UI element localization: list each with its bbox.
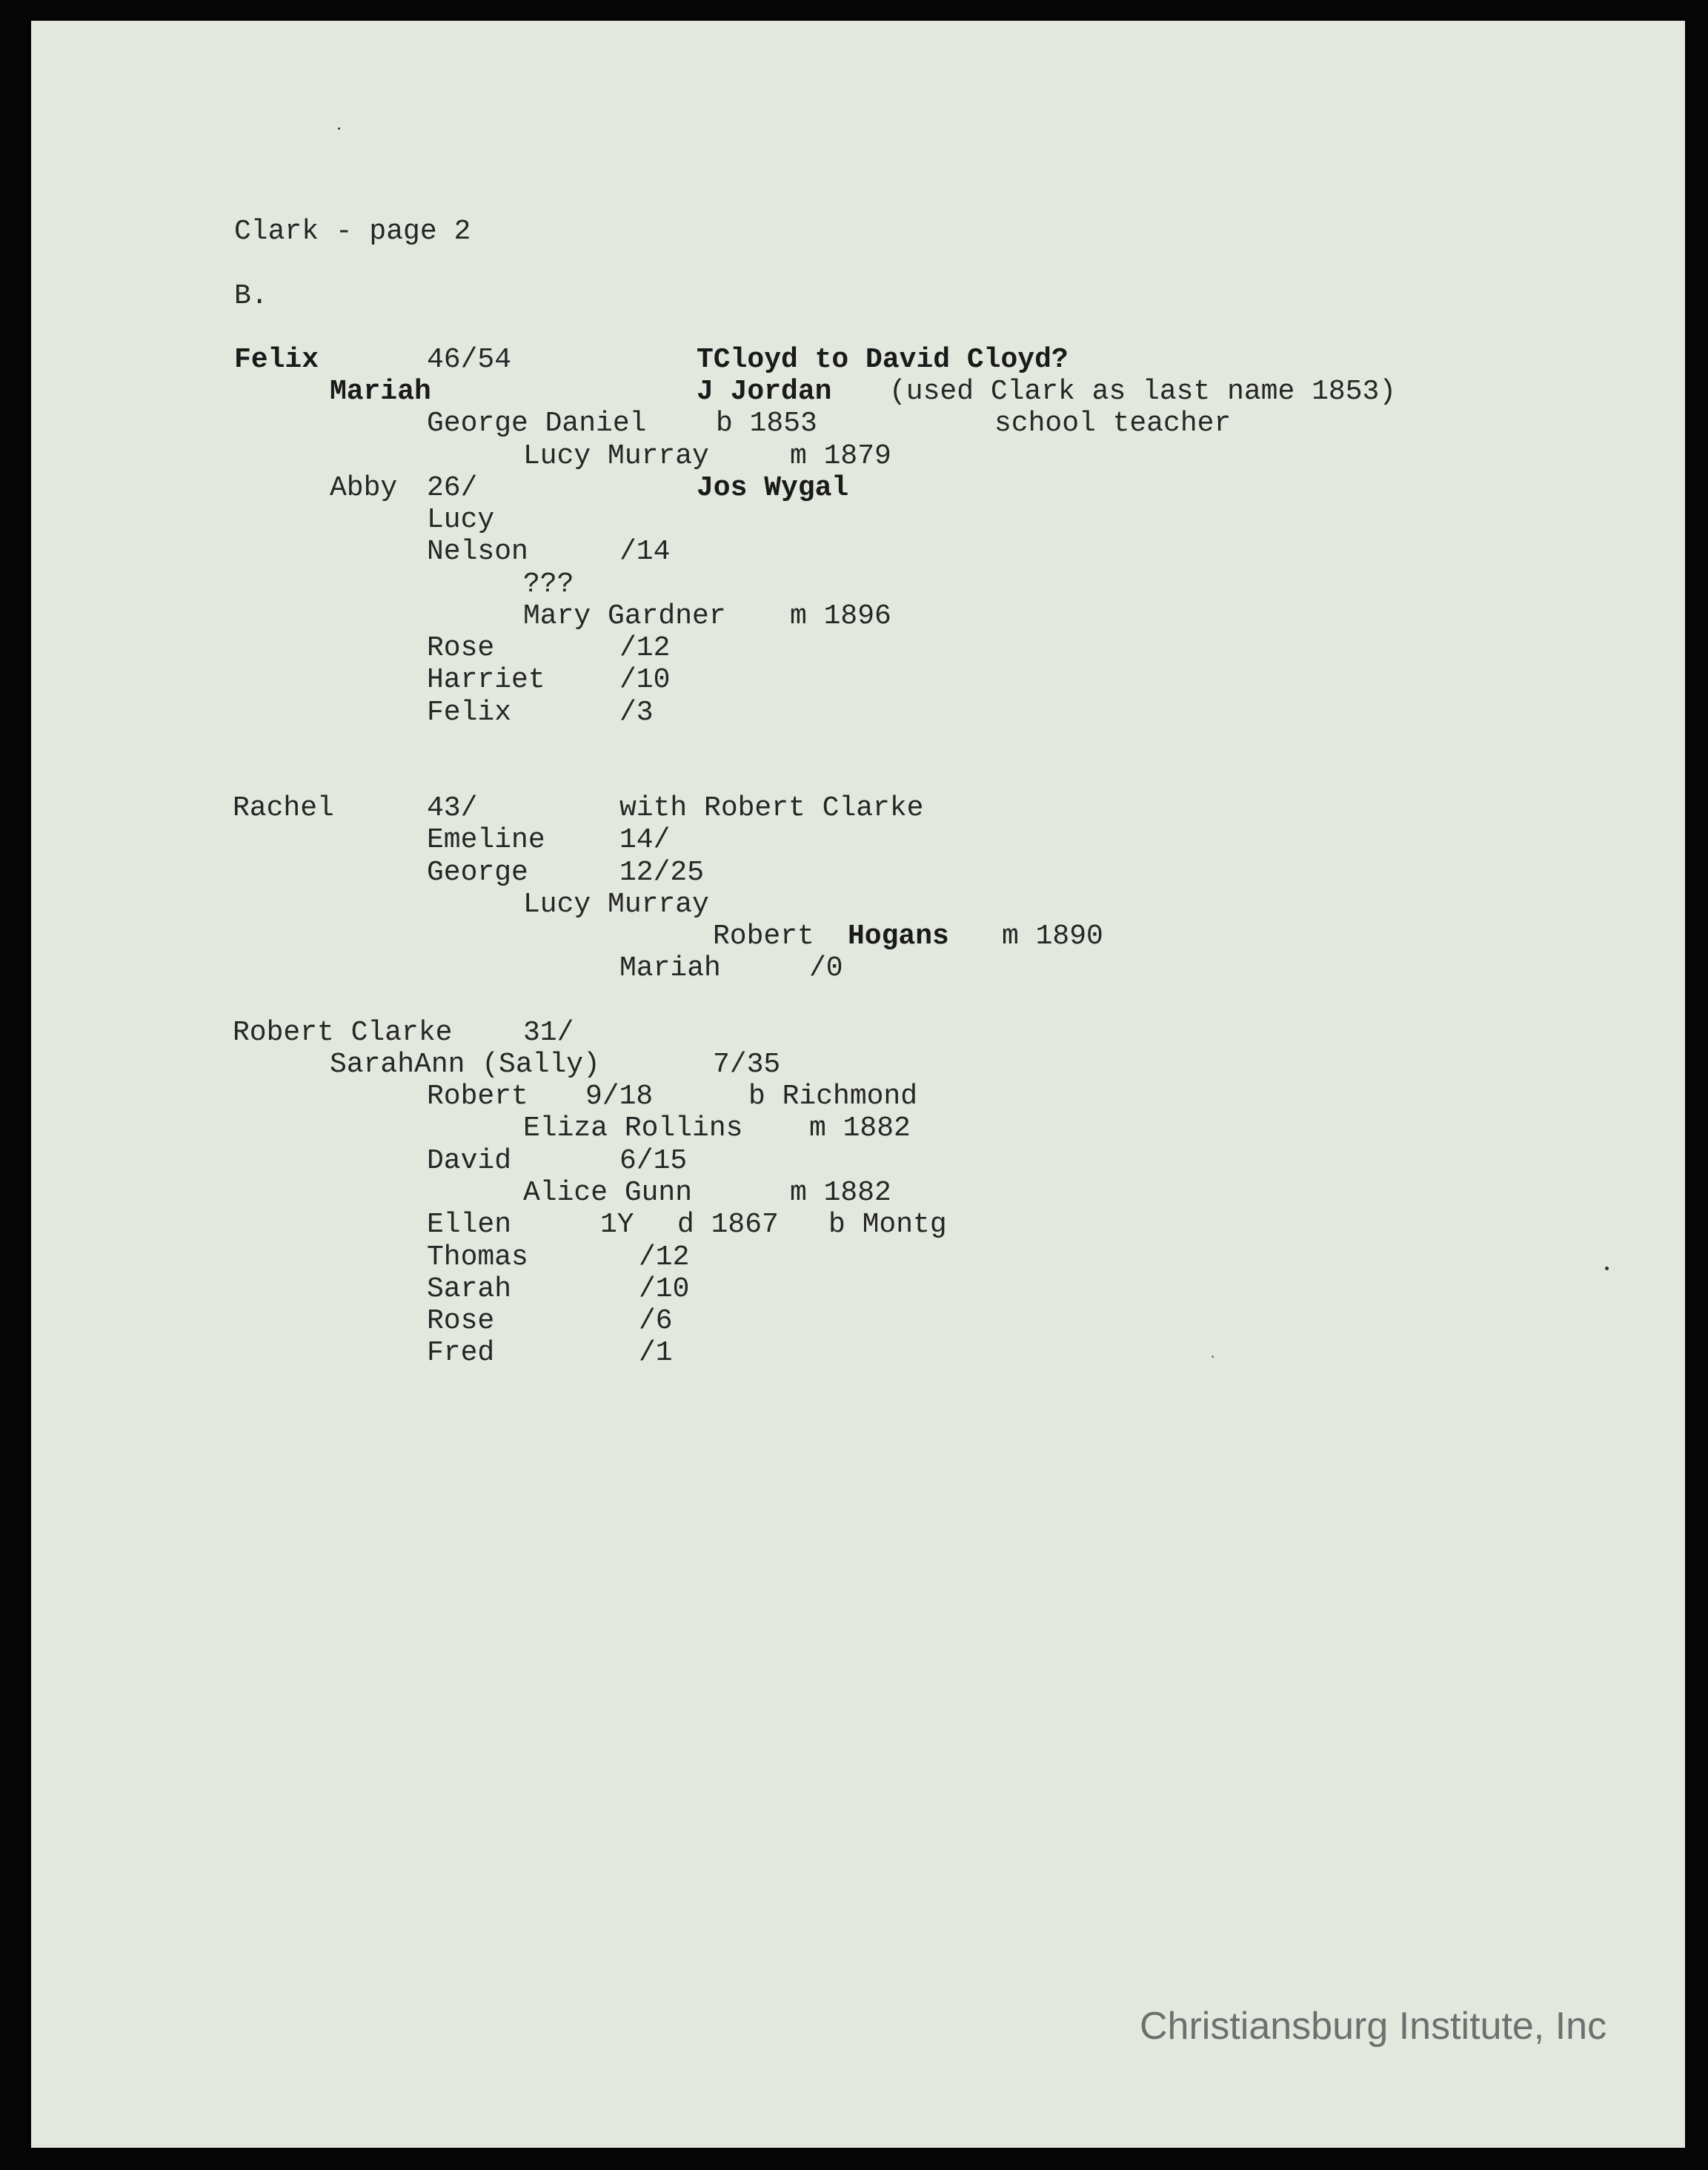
rose-age: /12 (619, 632, 671, 664)
thomas-name: Thomas (427, 1241, 528, 1273)
alice-gunn-name: Alice Gunn (523, 1177, 693, 1209)
robert-jr-name: Robert (427, 1081, 528, 1112)
section-label: B. (234, 280, 268, 312)
ellen-birth: b Montg (828, 1209, 947, 1241)
emeline-name: Emeline (427, 824, 545, 856)
sarah-age: /10 (639, 1273, 690, 1305)
felix-note: TCloyd to David Cloyd? (697, 344, 1069, 376)
robert-hogans-first: Robert (713, 920, 814, 952)
robert-clarke-name: Robert Clarke (233, 1017, 453, 1049)
robert-jr-ages: 9/18 (585, 1081, 654, 1112)
sarahann-name: SarahAnn (Sally) (330, 1049, 600, 1081)
rachel-note: with Robert Clarke (619, 792, 924, 824)
robert-clarke-ages: 31/ (523, 1017, 574, 1049)
abby-ages: 26/ (427, 472, 478, 504)
nelson-age: /14 (619, 536, 671, 568)
thomas-age: /12 (639, 1241, 690, 1273)
paper-speck (1605, 1267, 1609, 1270)
eliza-rollins-married: m 1882 (809, 1112, 911, 1144)
rachel-ages: 43/ (427, 792, 478, 824)
eliza-rollins-name: Eliza Rollins (523, 1112, 743, 1144)
fred-name: Fred (427, 1337, 495, 1369)
lucy-murray-name: Lucy Murray (523, 889, 709, 920)
ellen-name: Ellen (427, 1209, 512, 1241)
felix-jr-name: Felix (427, 697, 512, 729)
paper-speck (1212, 1356, 1214, 1358)
george-daniel-name: George Daniel (427, 408, 647, 439)
nelson-name: Nelson (427, 536, 528, 568)
emeline-ages: 14/ (619, 824, 671, 856)
sarahann-ages: 7/35 (713, 1049, 781, 1081)
george-ages: 12/25 (619, 857, 705, 889)
rose-name: Rose (427, 632, 495, 664)
mariah-child-name: Mariah (619, 952, 721, 984)
alice-gunn-married: m 1882 (790, 1177, 891, 1209)
robert-hogans-married: m 1890 (1002, 920, 1103, 952)
watermark: Christiansburg Institute, Inc (1140, 2005, 1607, 2048)
document-page (31, 21, 1685, 2148)
lucy-name: Lucy (427, 504, 495, 536)
harriet-age: /10 (619, 664, 671, 696)
mariah-maiden-name: J Jordan (697, 376, 832, 408)
abby-name: Abby (330, 472, 398, 504)
felix-jr-age: /3 (619, 697, 654, 729)
mariah-note: (used Clark as last name 1853) (889, 376, 1397, 408)
rachel-name: Rachel (233, 792, 334, 824)
fred-age: /1 (639, 1337, 673, 1369)
george-name: George (427, 857, 528, 889)
sarah-name: Sarah (427, 1273, 512, 1305)
robert-jr-birth: b Richmond (748, 1081, 918, 1112)
ellen-age: 1Y (600, 1209, 634, 1241)
george-daniel-occupation: school teacher (994, 408, 1232, 439)
george-daniel-spouse-married: m 1879 (790, 440, 891, 472)
george-daniel-birth: b 1853 (716, 408, 817, 439)
mariah-child-age: /0 (809, 952, 843, 984)
george-daniel-spouse-name: Lucy Murray (523, 440, 709, 472)
page-title: Clark - page 2 (234, 216, 471, 248)
david-name: David (427, 1145, 512, 1177)
paper-speck (338, 127, 340, 130)
robert-hogans-last: Hogans (848, 920, 949, 952)
abby-spouse: Jos Wygal (697, 472, 849, 504)
david-ages: 6/15 (619, 1145, 688, 1177)
felix-ages: 46/54 (427, 344, 512, 376)
mary-gardner-name: Mary Gardner (523, 600, 726, 632)
felix-name: Felix (234, 344, 319, 376)
rose-clarke-name: Rose (427, 1305, 495, 1337)
mariah-name: Mariah (330, 376, 431, 408)
unknown-entry: ??? (523, 568, 574, 600)
harriet-name: Harriet (427, 664, 545, 696)
rose-clarke-age: /6 (639, 1305, 673, 1337)
mary-gardner-married: m 1896 (790, 600, 891, 632)
ellen-death: d 1867 (677, 1209, 779, 1241)
